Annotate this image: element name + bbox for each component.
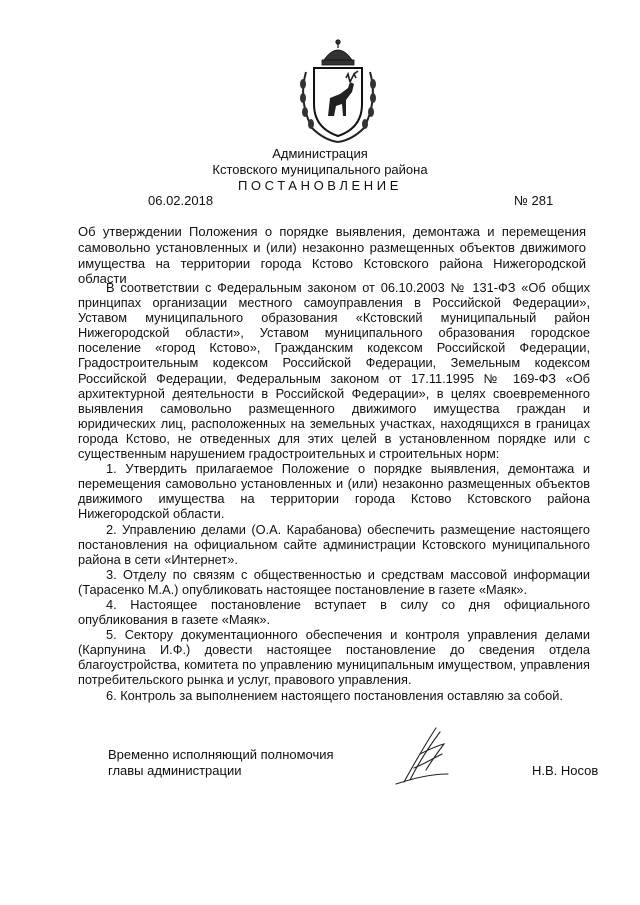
organization-name: Администрация [272,146,368,161]
signatory-title-line-2: главы администрации [108,763,242,778]
document-date: 06.02.2018 [148,193,214,208]
clause-4: 4. Настоящее постановление вступает в силу со дня официального опубликования в газете «Маяк». [78,596,590,628]
handwritten-signature [384,724,468,788]
document-number: № 281 [514,193,554,208]
clause-3: 3. Отделу по связям с общественностью и средствам массовой информации (Тарасенко М.А.) опубликовать настоящее постановление в газете «Маяк». [78,566,590,597]
organization-district: Кстовского муниципального района [212,162,428,177]
clause-1: 1. Утвердить прилагаемое Положение о порядке выявления, демонтажа и перемещения самовольно установленных и (или) незаконно размещенных объектов движимого имущества на территории города Кстово Кстовского района Нижегородской области. [78,461,590,522]
document-type-title: ПОСТАНОВЛЕНИЕ [237,178,403,193]
clause-5: 5. Сектору документационного обеспечения и контроля управления делами (Карпунина И.Ф.) довести настоящее постановление до сведения отдела благоустройства, комитета по управлению муниципальным имуществом, управления потребительского рынка и услуг, правового управления. [78,627,590,688]
signatory-name: Н.В. Носов [532,763,599,778]
clause-2: 2. Управлению делами (О.А. Карабанова) обеспечить размещение настоящего постановления на официальном сайте администрации Кстовского муниципального района в сети «Интернет». [78,521,590,567]
clause-6: 6. Контроль за выполнением настоящего постановления оставляю за собой. [106,687,563,703]
preamble-paragraph: В соответствии с Федеральным законом от 06.10.2003 № 131-ФЗ «Об общих принципах организации местного самоуправления в Российской Федерации», Уставом муниципального образования «Кстовский муниципальный район Нижегородской области», Уставом муниципального образования городское поселение «город Кстово», Гражданским кодексом Российской Федерации, Градостроительным кодексом Российской Федерации, Земельным кодексом Российской Федерации, Федеральным законом от 17.11.1995 № 169-ФЗ «Об архитектурной деятельности в Российской Федерации», в целях своевременного выявления самовольно размещенного движимого имущества граждан и юридических лиц, расположенных на земельных участках, находящихся в границах города Кстово, не отведенных для этих целей в установленном порядке или с существенным нарушением градостроительных и строительных норм: [78,280,590,462]
signatory-title-line-1: Временно исполняющий полномочия [108,747,334,762]
coat-of-arms-icon [296,38,380,146]
document-body [78,280,590,703]
document-subject: Об утверждении Положения о порядке выявления, демонтажа и перемещения самовольно установленных и (или) незаконно размещенных объектов движимого имущества на территории города Кстово Кстовского района Нижегородской области [78,224,586,287]
signatory-title [108,747,334,779]
